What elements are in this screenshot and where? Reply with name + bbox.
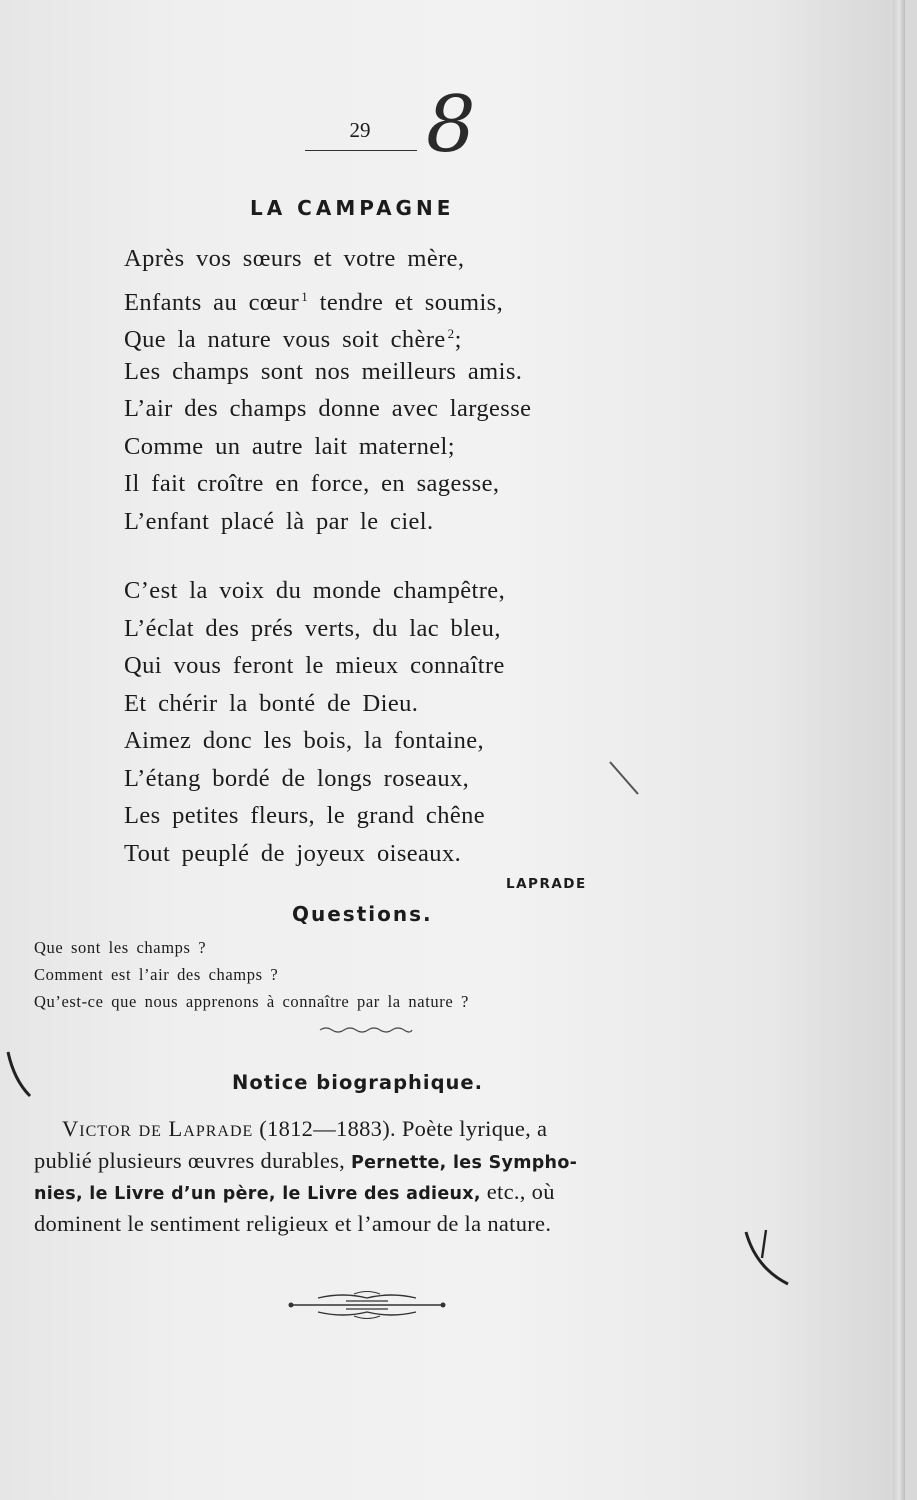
work-titles: Pernette, les Sympho- xyxy=(351,1152,578,1173)
question-item: Comment est l’air des champs ? xyxy=(34,965,279,984)
poem-title: LA CAMPAGNE xyxy=(250,196,455,220)
questions-list xyxy=(34,934,469,1015)
verse: L’air des champs donne avec largesse xyxy=(124,395,532,422)
verse: L’étang bordé de longs roseaux, xyxy=(124,764,470,792)
notice-line: Victor de Laprade (1812—1883). Poète lyrique, a xyxy=(62,1116,548,1141)
footnote-mark: 2 xyxy=(447,326,455,341)
verse: Après vos sœurs et votre mère, xyxy=(124,245,465,272)
author-name: Victor de Laprade xyxy=(62,1116,254,1141)
verse: L’enfant placé là par le ciel. xyxy=(124,507,434,535)
stanza-1 xyxy=(124,240,531,540)
notice-line: publié plusieurs œuvres durables, Pernette, les Sympho- xyxy=(34,1147,578,1173)
end-ornament xyxy=(288,1288,446,1322)
verse: Les petites fleurs, le grand chêne xyxy=(124,802,486,829)
wave-divider xyxy=(318,1025,414,1035)
notice-line: dominent le sentiment religieux et l’amour de la nature. xyxy=(34,1210,552,1236)
verse: Enfants au cœur $^1$ tendre et soumis, xyxy=(124,288,504,316)
verse: Aimez donc les bois, la fontaine, xyxy=(124,727,485,754)
stanza-2 xyxy=(124,572,505,872)
verse: C’est la voix du monde champêtre, xyxy=(124,577,506,604)
pencil-mark xyxy=(606,758,642,798)
questions-heading: Questions. xyxy=(292,902,433,926)
poem-author: LAPRADE xyxy=(506,876,587,892)
verse: Tout peuplé de joyeux oiseaux. xyxy=(124,839,462,867)
question-item: Qu’est-ce que nous apprenons à connaître par la nature ? xyxy=(34,992,469,1011)
verse: Et chérir la bonté de Dieu. xyxy=(124,689,419,717)
pencil-mark xyxy=(742,1228,792,1288)
footnote-mark: 1 xyxy=(301,288,309,304)
work-titles: nies, le Livre d’un père, le Livre des adieux, xyxy=(34,1184,481,1204)
page-number: 29 xyxy=(349,118,371,142)
notice-body xyxy=(34,1113,698,1239)
question-item: Que sont les champs ? xyxy=(34,938,207,957)
verse: L’éclat des prés verts, du lac bleu, xyxy=(124,614,501,642)
pencil-mark xyxy=(4,1050,34,1100)
page-edge xyxy=(893,0,905,1500)
page-number-rule xyxy=(305,150,417,151)
notice-line: nies, le Livre d’un père, le Livre des adieux, etc., où xyxy=(34,1179,555,1204)
verse: Il fait croître en force, en sagesse, xyxy=(124,470,500,497)
verse: Comme un autre lait maternel; xyxy=(124,432,455,460)
verse: Que la nature vous soit chère $^2$; xyxy=(124,326,462,353)
verse: Qui vous feront le mieux connaître xyxy=(124,652,505,679)
notice-heading: Notice biographique. xyxy=(232,1071,484,1094)
verse: Les champs sont nos meilleurs amis. xyxy=(124,357,523,385)
handwritten-mark: 8 xyxy=(426,80,476,170)
